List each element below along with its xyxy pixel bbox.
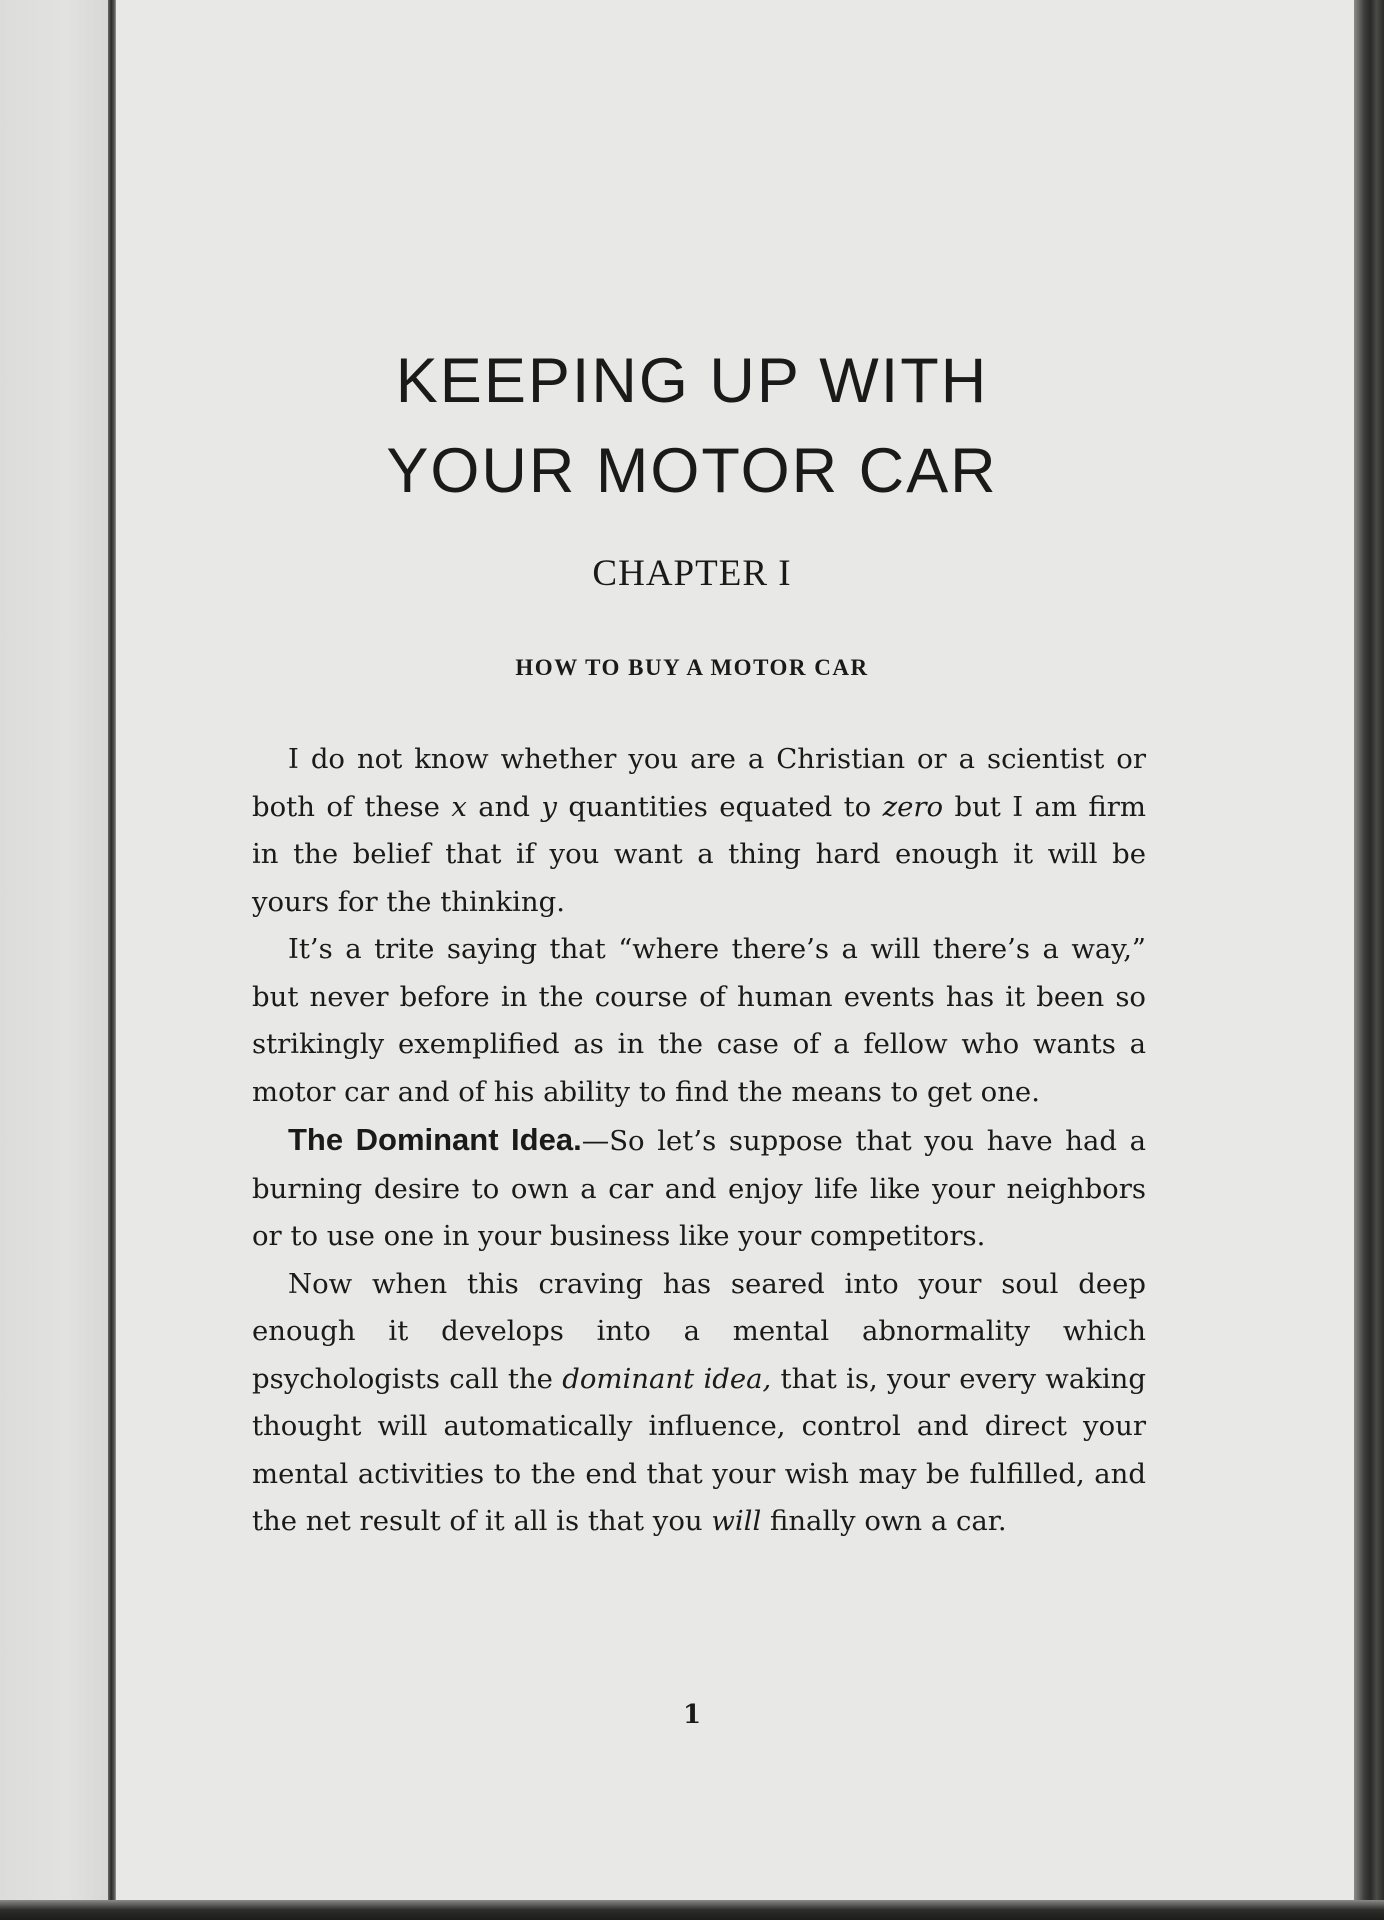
paragraph-1 (252, 736, 1146, 926)
paragraph-4 (252, 1261, 1146, 1546)
paragraph-4-italic-will: will (711, 1505, 762, 1537)
paragraph-1-italic-zero: zero (882, 790, 944, 823)
paragraph-1-text-a: I do not know whether you are a Christian or a scientist or both of these (252, 743, 1146, 823)
book-spine-edge (108, 0, 116, 1900)
paragraph-1-italic-y: y (541, 790, 557, 823)
paragraph-2: It’s a trite saying that “where there’s a will there’s a way,” but never before in the course of human events has it been so strikingly exemplified as in the case of a fellow who wants a motor car and of his ability to find the means to get one. (252, 933, 1146, 1108)
paragraph-4-text-a: Now when this craving has seared into your soul deep enough it develops into a mental abnormality which psychologists call the (252, 1267, 1146, 1395)
run-in-dash: — (581, 1125, 610, 1157)
paragraph-1-italic-x: x (451, 790, 467, 823)
chapter-title: HOW TO BUY A MOTOR CAR (515, 655, 869, 680)
paragraph-3 (252, 1116, 1146, 1261)
body-text (252, 736, 1146, 1546)
book-title-line-1: KEEPING UP WITH (395, 346, 989, 416)
book-title-line-2: YOUR MOTOR CAR (386, 436, 998, 506)
paragraph-4-text-b: that is, your every waking thought will automatically influence, control and direct your mental activities to the end that your wish may be fulfilled, and the net result of it all is that you (252, 1362, 1146, 1537)
book-title (0, 336, 1384, 516)
page-number: 1 (682, 1700, 702, 1730)
paragraph-1-text-c: quantities equated to (556, 790, 883, 823)
paragraph-1-text-b: and (466, 790, 542, 823)
book-cover-edge-right (1354, 0, 1384, 1920)
book-cover-edge-bottom (0, 1900, 1384, 1920)
paragraph-3-text: So let’s suppose that you have had a burning desire to own a car and enjoy life like your neighbors or to use one in your business like your competitors. (252, 1125, 1146, 1252)
left-page-margin (0, 0, 112, 1900)
run-in-heading: The Dominant Idea. (288, 1122, 582, 1157)
paragraph-4-text-c: finally own a car. (761, 1505, 1007, 1537)
chapter-heading: CHAPTER I (592, 553, 792, 594)
paragraph-1-text-d: but I am firm in the belief that if you want a thing hard enough it will be yours for the thinking. (252, 790, 1146, 918)
paragraph-4-italic-dominant-idea: dominant idea, (562, 1362, 772, 1395)
